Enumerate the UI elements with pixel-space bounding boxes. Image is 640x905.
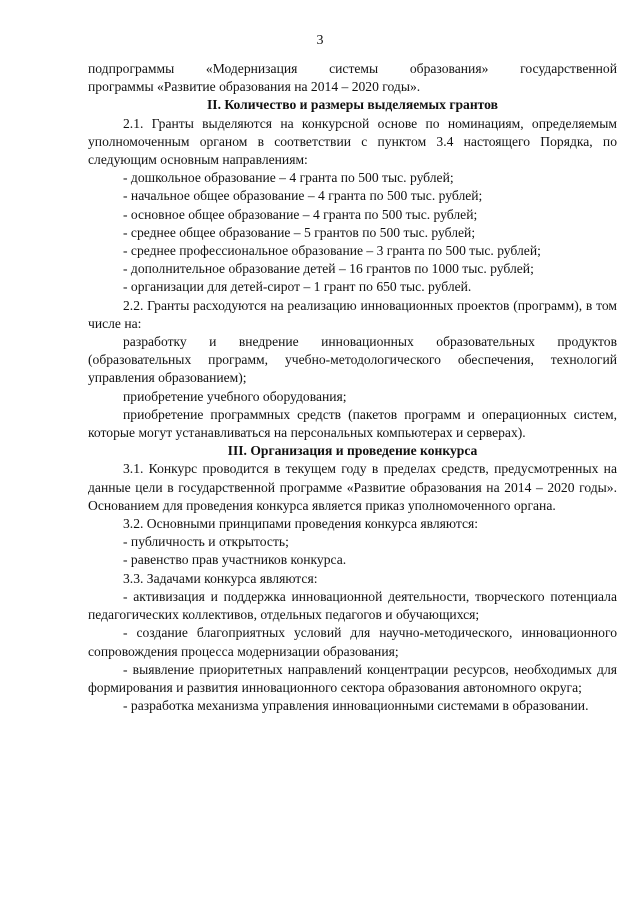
paragraph-2-2-a: разработку и внедрение инновационных образовательных продуктов (образовательных программ, учебно-методологического обеспечения, технологий управления образованием); [88, 334, 617, 386]
section-3-title: III. Организация и проведение конкурса [227, 443, 478, 459]
list-item: - выявление приоритетных направлений концентрации ресурсов, необходимых для формирования и развития инновационного сектора образования автономного округа; [88, 661, 617, 695]
intro-line-1: подпрограммы «Модернизация системы образования» государственной [88, 61, 617, 76]
paragraph-3-2: 3.2. Основными принципами проведения конкурса являются: [123, 516, 479, 532]
paragraph-2-2-b: приобретение учебного оборудования; [123, 388, 347, 404]
list-item: - среднее профессиональное образование – 3 гранта по 500 тыс. рублей; [123, 243, 541, 259]
list-item: - среднее общее образование – 5 грантов по 500 тыс. рублей; [123, 224, 476, 240]
list-item: - активизация и поддержка инновационной деятельности, творческого потенциала педагогических коллективов, отдельных педагогов и обучающихся; [88, 588, 617, 623]
paragraph-2-1: 2.1. Гранты выделяются на конкурсной основе по номинациям, определяемым уполномоченным органом в соответствии с пунктом 3.4 настоящего Порядка, по следующим основным направлениям: [88, 115, 617, 168]
paragraph-2-2: 2.2. Гранты расходуются на реализацию инновационных проектов (программ), в том числе на: [88, 297, 617, 331]
paragraph-2-2-c: приобретение программных средств (пакетов программ и операционных систем, которые могут устанавливаться на персональных компьютерах и серверах). [88, 406, 617, 441]
document-body [88, 60, 617, 715]
list-item: - организации для детей-сирот – 1 грант по 650 тыс. рублей. [123, 279, 472, 295]
list-item: - публичность и открытость; [123, 534, 289, 550]
page-number: 3 [316, 33, 324, 48]
list-item: - разработка механизма управления инновационными системами в образовании. [123, 698, 589, 714]
list-item: - создание благоприятных условий для научно-методического, инновационного сопровождения процесса модернизации образования; [88, 625, 617, 659]
intro-line-2: программы «Развитие образования на 2014 – 2020 годы». [88, 79, 421, 95]
list-item: - дошкольное образование – 4 гранта по 500 тыс. рублей; [123, 170, 454, 186]
paragraph-3-3: 3.3. Задачами конкурса являются: [123, 570, 318, 586]
list-item: - основное общее образование – 4 гранта по 500 тыс. рублей; [123, 206, 478, 222]
list-item: - начальное общее образование – 4 гранта по 500 тыс. рублей; [123, 188, 483, 204]
paragraph-3-1: 3.1. Конкурс проводится в текущем году в пределах средств, предусмотренных на данные цели в государственной программе «Развитие образования на 2014 – 2020 годы». Основанием для проведения конкурса является приказ уполномоченного органа. [88, 461, 617, 513]
list-item: - дополнительное образование детей – 16 грантов по 1000 тыс. рублей; [123, 261, 534, 277]
section-2-title: II. Количество и размеры выделяемых грантов [207, 97, 498, 113]
list-item: - равенство прав участников конкурса. [123, 552, 347, 568]
